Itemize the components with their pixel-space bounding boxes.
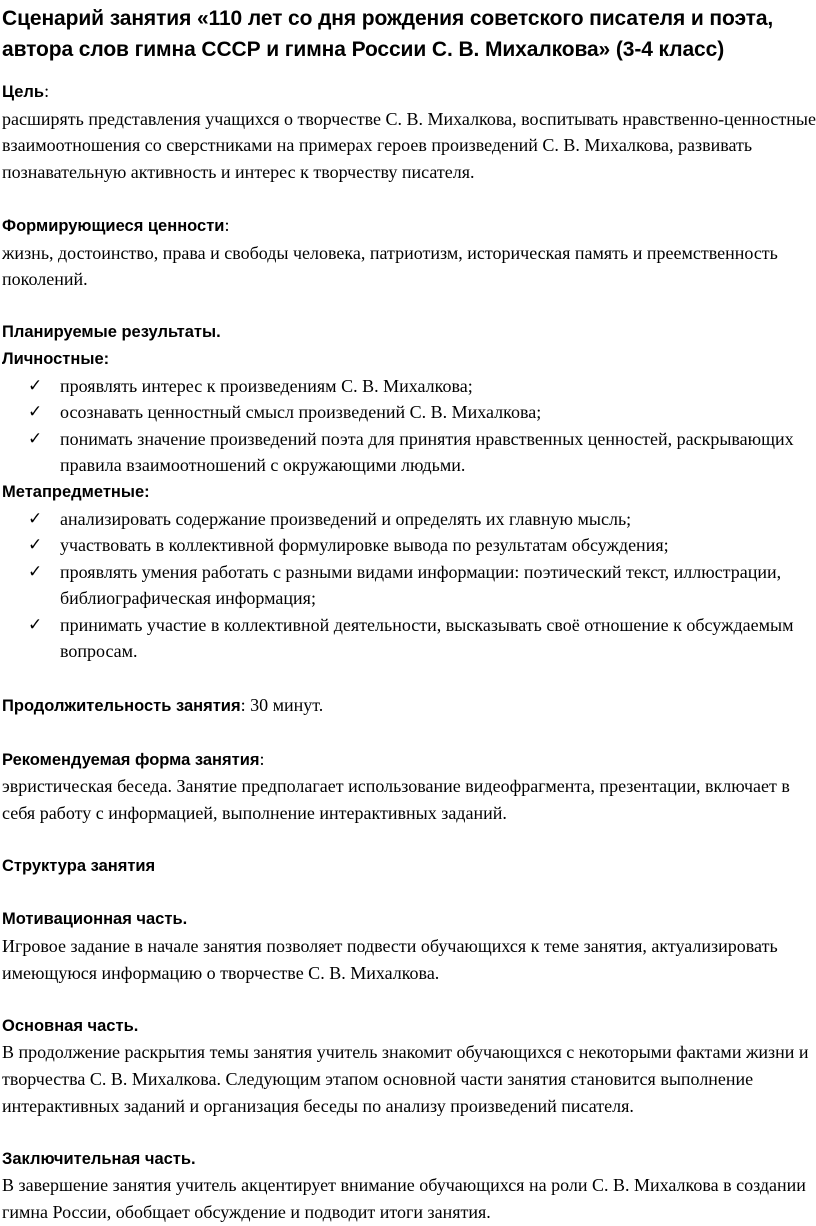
final-part-text: В завершение занятия учитель акцентирует внимание обучающихся на роли С. В. Михалкова в создании гимна России, обобщает обсуждение и подводит итоги занятия. — [2, 1175, 806, 1222]
final-part-heading: Заключительная часть. — [2, 1149, 196, 1168]
spacer — [2, 293, 816, 320]
document-title: Сценарий занятия «110 лет со дня рождения советского писателя и поэта, автора слов гимна СССР и гимна России С. В. Михалкова» (3-4 класс) — [2, 7, 774, 61]
values-section — [2, 212, 816, 240]
motivation-heading: Мотивационная часть. — [2, 910, 188, 929]
check-icon: ✓ — [28, 375, 43, 396]
check-icon: ✓ — [28, 561, 43, 582]
personal-results-list — [2, 373, 816, 479]
list-item: ✓ проявлять интерес к произведениям С. В. Михалкова; — [2, 373, 816, 400]
check-icon: ✓ — [28, 508, 43, 529]
spacer — [2, 65, 816, 78]
meta-results-list — [2, 506, 816, 666]
spacer — [2, 185, 816, 212]
check-icon: ✓ — [28, 614, 43, 635]
spacer — [2, 880, 816, 907]
spacer — [2, 1119, 816, 1146]
spacer — [2, 986, 816, 1013]
goal-label: Цель — [2, 83, 45, 101]
personal-results-label: Личностные: — [2, 349, 110, 368]
main-part-heading: Основная часть. — [2, 1016, 139, 1035]
goal-colon: : — [44, 81, 50, 101]
duration-label: Продолжительность занятия — [2, 696, 241, 715]
check-icon: ✓ — [28, 402, 43, 423]
goal-text: расширять представления учащихся о творчестве С. В. Михалкова, воспитывать нравственно-ценностные взаимоотношения со сверстниками на примерах героев произведений С. В. Михалкова, развивать познавательную активность и интерес к творчеству писателя. — [2, 108, 816, 182]
list-item: ✓ принимать участие в коллективной деятельности, высказывать своё отношение к обсуждаемым вопросам. — [2, 612, 816, 665]
structure-heading: Структура занятия — [2, 857, 156, 876]
list-item: ✓ осознавать ценностный смысл произведений С. В. Михалкова; — [2, 399, 816, 426]
form-section — [2, 746, 816, 774]
meta-results-label: Метапредметные: — [2, 482, 150, 501]
list-item: ✓ анализировать содержание произведений и определять их главную мысль; — [2, 506, 816, 533]
values-colon: : — [224, 214, 230, 235]
goal-section — [2, 78, 816, 106]
list-item: ✓ участвовать в коллективной формулировке вывода по результатам обсуждения; — [2, 532, 816, 559]
list-item: ✓ понимать значение произведений поэта для принятия нравственных ценностей, раскрывающих правила взаимоотношений с окружающими людьми. — [2, 426, 816, 479]
check-icon: ✓ — [28, 535, 43, 556]
values-label: Формирующиеся ценности — [2, 216, 225, 235]
spacer — [2, 719, 816, 746]
values-text: жизнь, достоинство, права и свободы человека, патриотизм, историческая память и преемственность поколений. — [2, 242, 778, 290]
results-heading: Планируемые результаты. — [2, 323, 221, 342]
main-part-text: В продолжение раскрытия темы занятия учитель знакомит обучающихся с некоторыми фактами жизни и творчества С. В. Михалкова. Следующим этапом основной части занятия становится выполнение интерактивных заданий и организация беседы по анализу произведений писателя. — [2, 1042, 809, 1116]
spacer — [2, 665, 816, 692]
duration-value: 30 минут. — [245, 694, 324, 715]
duration-section — [2, 692, 816, 720]
form-colon: : — [259, 748, 265, 769]
spacer — [2, 827, 816, 854]
form-text: эвристическая беседа. Занятие предполагает использование видеофрагмента, презентации, включает в себя работу с информацией, выполнение интерактивных заданий. — [2, 776, 790, 824]
form-label: Рекомендуемая форма занятия — [2, 750, 260, 769]
check-icon: ✓ — [28, 428, 43, 449]
motivation-text: Игровое задание в начале занятия позволяет подвести обучающихся к теме занятия, актуализировать имеющуюся информацию о творчестве С. В. Михалкова. — [2, 936, 778, 983]
list-item: ✓ проявлять умения работать с разными видами информации: поэтический текст, иллюстрации, библиографическая информация; — [2, 559, 816, 612]
duration-colon: : — [240, 694, 246, 715]
